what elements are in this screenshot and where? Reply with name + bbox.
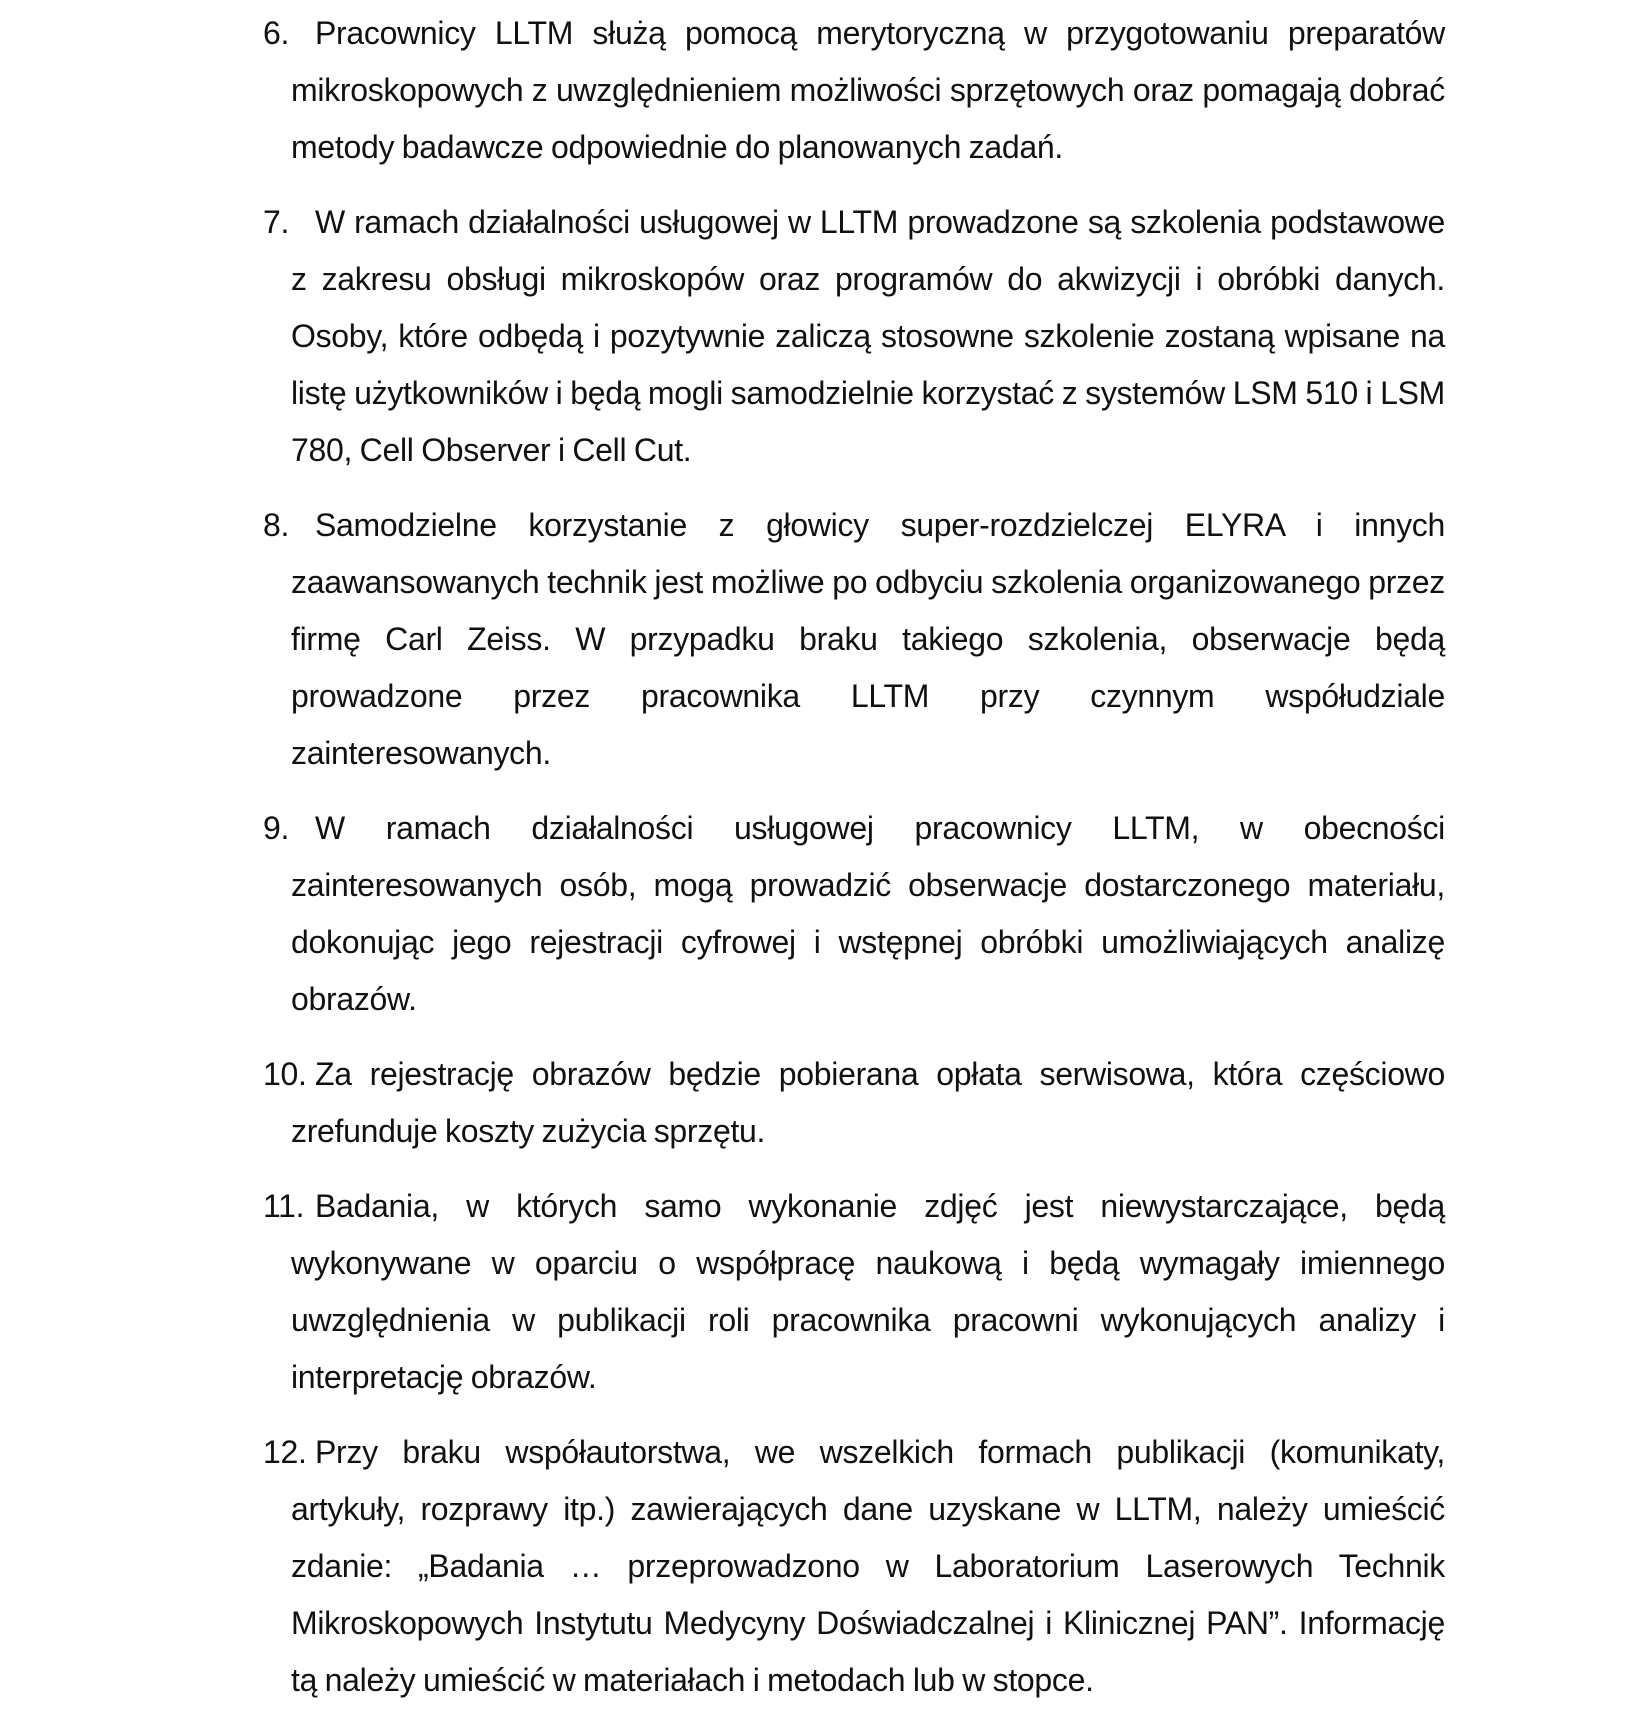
item-number: 12. <box>263 1434 307 1470</box>
item-text: Przy braku współautorstwa, we wszelkich formach publikacji (komunikaty, artykuły, rozprawy itp.) zawierających dane uzyskane w LLTM, należy umieścić zdanie: „Badania … przeprowadzono w Laboratorium Laserowych Technik Mikroskopowych Instytutu Medycyny Doświadczalnej i Klinicznej PAN”. Informację tą należy umieścić w materiałach i metodach lub w stopce. <box>291 1434 1445 1698</box>
list-item <box>263 1046 1445 1160</box>
item-text: Pracownicy LLTM służą pomocą merytoryczną w przygotowaniu preparatów mikroskopowych z uwzględnieniem możliwości sprzętowych oraz pomagają dobrać metody badawcze odpowiednie do planowanych zadań. <box>291 15 1445 165</box>
item-number: 6. <box>263 15 290 51</box>
item-text: Badania, w których samo wykonanie zdjęć jest niewystarczające, będą wykonywane w oparciu o współpracę naukową i będą wymagały imiennego uwzględnienia w publikacji roli pracownika pracowni wykonujących analizy i interpretację obrazów. <box>291 1188 1445 1395</box>
list-item <box>263 1424 1445 1709</box>
list-item <box>263 1178 1445 1406</box>
item-number: 9. <box>263 810 290 846</box>
item-text: W ramach działalności usługowej pracownicy LLTM, w obecności zainteresowanych osób, mogą prowadzić obserwacje dostarczonego materiału, dokonując jego rejestracji cyfrowej i wstępnej obróbki umożliwiających analizę obrazów. <box>291 810 1445 1017</box>
item-text: Samodzielne korzystanie z głowicy super-rozdzielczej ELYRA i innych zaawansowanych technik jest możliwe po odbyciu szkolenia organizowanego przez firmę Carl Zeiss. W przypadku braku takiego szkolenia, obserwacje będą prowadzone przez pracownika LLTM przy czynnym współudziale zainteresowanych. <box>291 507 1445 771</box>
item-number: 11. <box>263 1188 305 1224</box>
item-text: Za rejestrację obrazów będzie pobierana opłata serwisowa, która częściowo zrefunduje koszty zużycia sprzętu. <box>291 1056 1445 1149</box>
list-item <box>263 5 1445 176</box>
item-number: 10. <box>263 1056 307 1092</box>
item-number: 8. <box>263 507 290 543</box>
list-item <box>263 800 1445 1028</box>
list-item <box>263 497 1445 782</box>
item-number: 7. <box>263 204 290 240</box>
list-item <box>263 194 1445 479</box>
item-text: W ramach działalności usługowej w LLTM prowadzone są szkolenia podstawowe z zakresu obsługi mikroskopów oraz programów do akwizycji i obróbki danych. Osoby, które odbędą i pozytywnie zaliczą stosowne szkolenie zostaną wpisane na listę użytkowników i będą mogli samodzielnie korzystać z systemów LSM 510 i LSM 780, Cell Observer i Cell Cut. <box>291 204 1445 468</box>
